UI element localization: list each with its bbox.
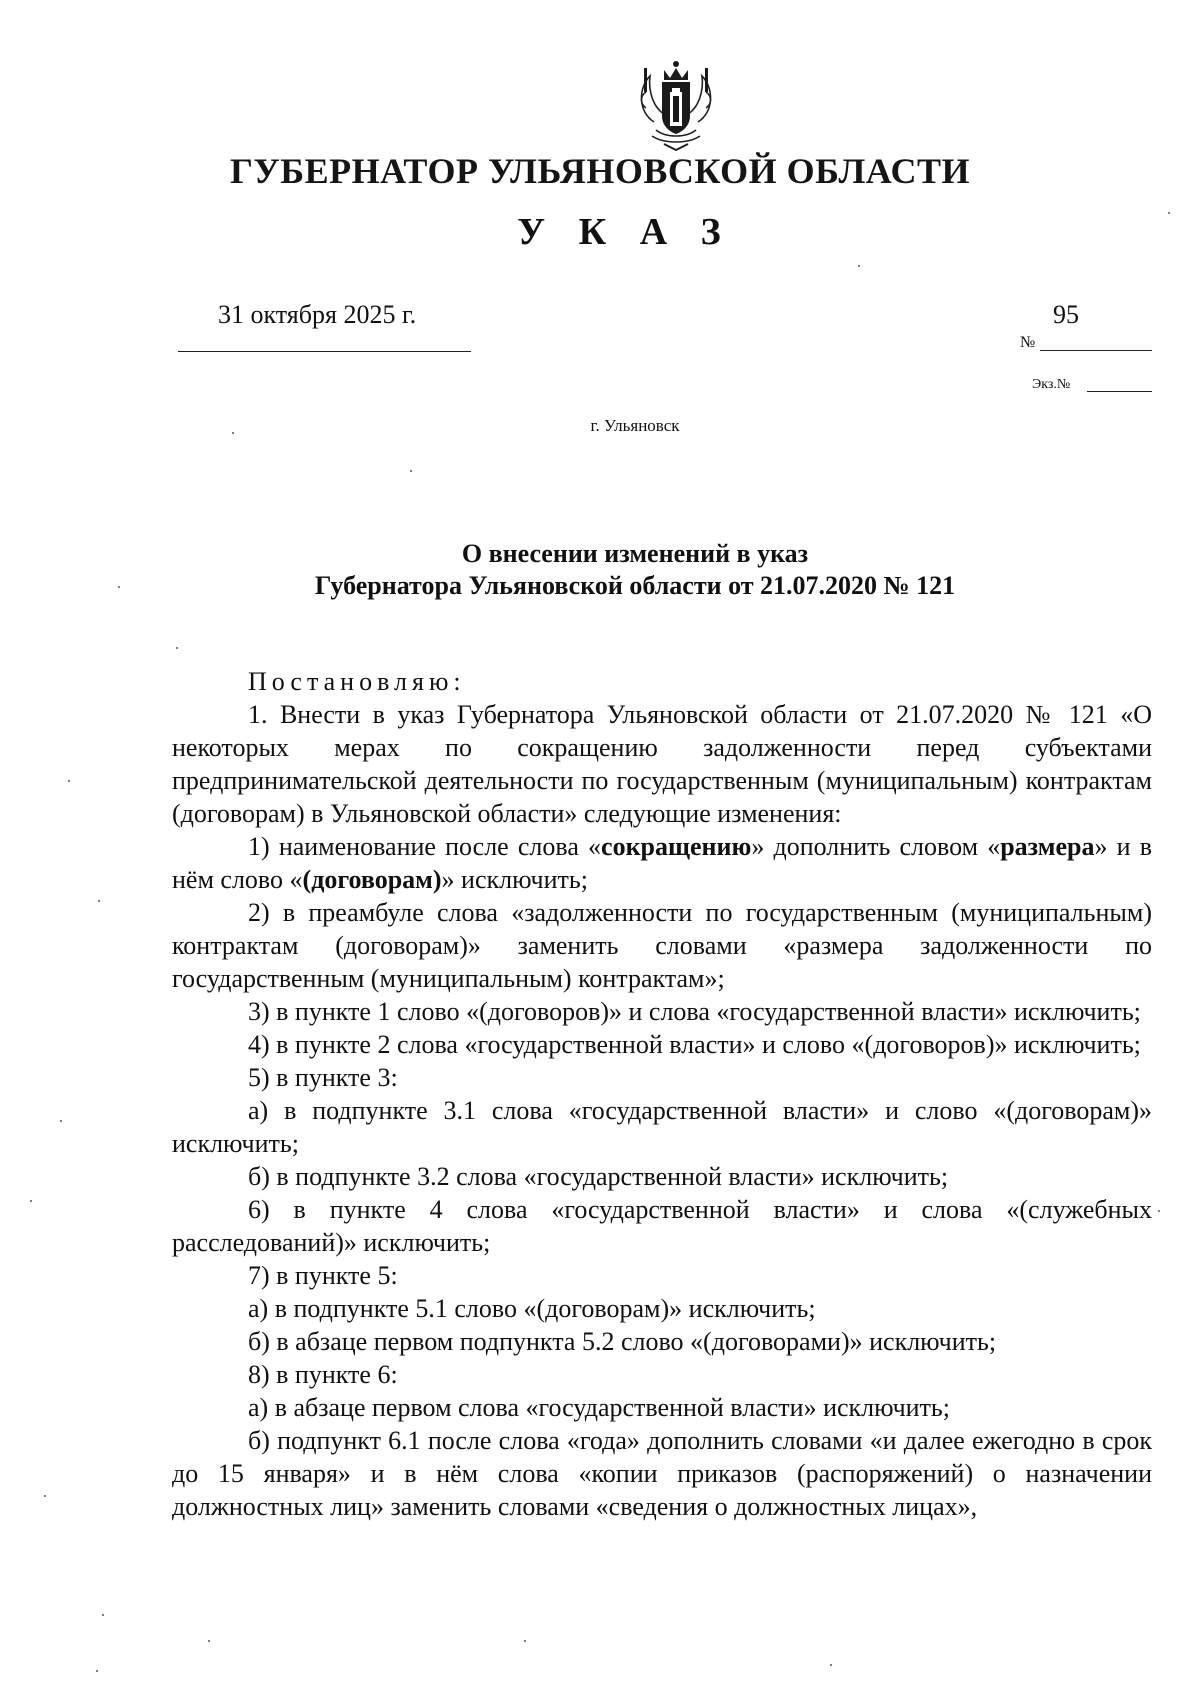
paragraph: 4) в пункте 2 слова «государственной власти» и слово «(договоров)» исключить;: [248, 1030, 1141, 1059]
scan-speck: [208, 1640, 210, 1642]
city: г. Ульяновск: [590, 416, 680, 435]
preamble: Постановляю:: [248, 667, 466, 696]
scan-speck: [410, 470, 412, 472]
subject-line-2: Губернатора Ульяновской области от 21.07.2020 № 121: [314, 571, 956, 600]
scan-speck: [118, 586, 120, 588]
text-run: » исключить;: [441, 865, 588, 894]
paragraph: 2) в преамбуле слова «задолженности по государственным (муниципальным) контрактам (договорам)» заменить словами «размера задолженности по государственным (муниципальным) контрактам»;: [172, 898, 1152, 993]
copy-number-underline: [1087, 391, 1152, 392]
paragraph: 5) в пункте 3:: [248, 1063, 398, 1092]
decree-subject: [0, 538, 1200, 602]
scan-speck: [68, 780, 70, 782]
number-label: №: [1020, 334, 1036, 351]
bold-run: (договорам): [302, 865, 442, 894]
scan-speck: [1158, 1210, 1160, 1212]
subject-line-1: О внесении изменений в указ: [461, 539, 809, 568]
text-run: » дополнить словом «: [751, 832, 1001, 861]
scan-speck: [232, 432, 234, 434]
decree-body: [172, 665, 1152, 1523]
scan-speck: [60, 1120, 62, 1122]
copy-number-label: Экз.№: [1032, 377, 1071, 392]
scan-speck: [30, 1200, 32, 1202]
scan-speck: [102, 1614, 104, 1616]
number-underline: [1040, 350, 1152, 351]
date-underline: [178, 351, 471, 352]
paragraph: а) в абзаце первом слова «государственной власти» исключить;: [248, 1393, 950, 1422]
paragraph: б) в подпункте 3.2 слова «государственной власти» исключить;: [248, 1162, 949, 1191]
decree-number: 95: [1053, 300, 1079, 329]
paragraph-item-1: [172, 830, 1152, 896]
authority-title: ГУБЕРНАТОР УЛЬЯНОВСКОЙ ОБЛАСТИ: [229, 151, 971, 191]
bold-run: сокращению: [601, 832, 752, 861]
paragraph: б) подпункт 6.1 после слова «года» дополнить словами «и далее ежегодно в срок до 15 января» и в нём слова «копии приказов (распоряжений) о назначении должностных лиц» заменить словами «сведения о должностных лицах»,: [172, 1426, 1152, 1521]
scan-speck: [96, 1670, 98, 1672]
text-run: » и в нём слово «: [172, 832, 1152, 894]
document-type: У К А З: [517, 211, 733, 253]
scan-speck: [98, 900, 100, 902]
paragraph: а) в подпункте 5.1 слово «(договорам)» исключить;: [248, 1294, 816, 1323]
scan-speck: [44, 1495, 46, 1497]
decree-date: 31 октября 2025 г.: [218, 300, 417, 329]
text-run: 1) наименование после слова «: [248, 832, 602, 861]
scan-speck: [1168, 212, 1170, 214]
scan-speck: [858, 265, 860, 267]
paragraph: 7) в пункте 5:: [248, 1261, 398, 1290]
scan-speck: [830, 1664, 832, 1666]
paragraph: б) в абзаце первом подпункта 5.2 слово «(договорами)» исключить;: [248, 1327, 997, 1356]
paragraph: а) в подпункте 3.1 слова «государственной власти» и слово «(договорам)» исключить;: [172, 1096, 1152, 1158]
paragraph: 8) в пункте 6:: [248, 1360, 398, 1389]
paragraph: 1. Внести в указ Губернатора Ульяновской области от 21.07.2020 № 121 «О некоторых мерах по сокращению задолженности перед субъектами предпринимательской деятельности по государственным (муниципальным) контрактам (договорам) в Ульяновской области» следующие изменения:: [172, 700, 1152, 828]
scan-speck: [524, 1640, 526, 1642]
bold-run: размера: [1000, 832, 1095, 861]
paragraph: 3) в пункте 1 слово «(договоров)» и слова «государственной власти» исключить;: [248, 997, 1141, 1026]
paragraph: 6) в пункте 4 слова «государственной власти» и слова «(служебных расследований)» исключить;: [172, 1195, 1152, 1257]
scan-speck: [176, 647, 178, 649]
coat-of-arms-emblem: [624, 52, 728, 156]
